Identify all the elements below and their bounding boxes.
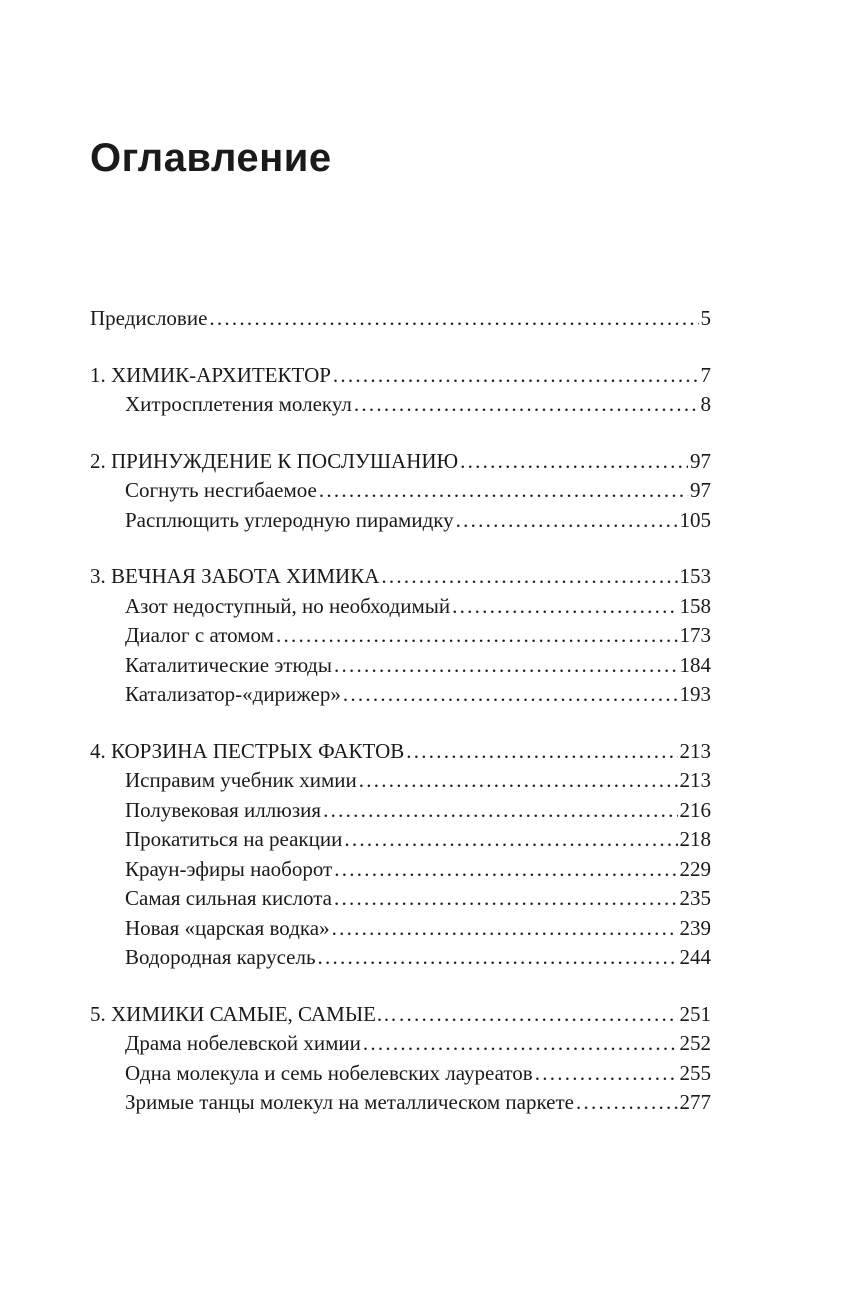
toc-entry-title: Катализатор-«дирижер» (125, 682, 341, 706)
toc-section-page: 7 (700, 362, 711, 387)
leader-dots (535, 1059, 678, 1089)
leader-dots (333, 361, 699, 391)
leader-dots (399, 1000, 678, 1030)
toc-entry-page: 229 (679, 856, 711, 881)
toc-entry-page: 213 (679, 768, 711, 792)
toc-entry[interactable] (90, 796, 711, 826)
toc-entry-title: Новая «царская водка» (125, 915, 330, 940)
toc-entry-title: Азот недоступный, но необходимый (125, 593, 451, 618)
leader-dots (344, 825, 677, 855)
toc-entry-page: 255 (679, 1060, 711, 1085)
toc-entry-page: 184 (679, 652, 711, 677)
toc-entry-title: Каталитические этюды (125, 652, 332, 677)
toc-entry[interactable] (90, 621, 711, 651)
toc-section-title: 2. ПРИНУЖДЕНИЕ К ПОСЛУШАНИЮ (90, 448, 459, 473)
toc-entry[interactable] (90, 884, 711, 914)
leader-dots (334, 651, 678, 681)
toc-section-title: 5. ХИМИКИ САМЫЕ, САМЫЕ… (90, 1001, 397, 1026)
table-of-contents (90, 304, 711, 1118)
toc-entry[interactable] (90, 766, 711, 796)
leader-dots (334, 855, 677, 885)
toc-section-page: 251 (679, 1001, 711, 1026)
toc-section-page: 213 (679, 738, 711, 763)
toc-entry-title: Диалог с атомом (125, 623, 274, 647)
leader-dots (363, 1029, 678, 1059)
leader-dots (332, 914, 678, 944)
toc-entry[interactable] (90, 680, 711, 710)
toc-entry[interactable] (90, 855, 711, 885)
leader-dots (406, 737, 677, 767)
toc-entry[interactable] (90, 390, 711, 420)
leader-dots (334, 884, 677, 914)
leader-dots (460, 447, 688, 477)
toc-section-title: 4. КОРЗИНА ПЕСТРЫХ ФАКТОВ (90, 738, 405, 763)
toc-entry-page: 235 (679, 886, 711, 910)
leader-dots (276, 621, 678, 651)
leader-dots (343, 680, 678, 710)
toc-entry-page: 97 (690, 478, 711, 502)
toc-section-title: 1. ХИМИК-АРХИТЕКТОР (90, 362, 331, 387)
toc-section-page: 97 (690, 448, 711, 473)
toc-entry-page: 277 (679, 1090, 711, 1114)
toc-entry-page: 173 (679, 623, 711, 647)
toc-entry[interactable] (90, 1029, 711, 1059)
toc-entry-page: 5 (700, 306, 711, 330)
toc-entry-page: 193 (679, 682, 711, 706)
leader-dots (452, 592, 677, 622)
toc-entry-title: Одна молекула и семь нобелевских лауреатов (125, 1060, 533, 1085)
leader-dots (209, 304, 698, 334)
leader-dots (381, 562, 677, 592)
toc-section-2[interactable] (90, 447, 711, 477)
leader-dots (319, 476, 688, 506)
toc-entry-title: Предисловие (90, 306, 208, 330)
toc-section-3[interactable] (90, 562, 711, 592)
toc-entry-page: 105 (679, 507, 711, 532)
toc-section-5[interactable] (90, 1000, 711, 1030)
toc-section-page: 153 (679, 564, 711, 588)
toc-entry[interactable] (90, 592, 711, 622)
toc-entry-title: Прокатиться на реакции (125, 827, 343, 851)
toc-section-title: 3. ВЕЧНАЯ ЗАБОТА ХИМИКА (90, 564, 380, 588)
toc-entry[interactable] (90, 651, 711, 681)
leader-dots (359, 766, 678, 796)
toc-entry-title: Хитросплетения молекул (125, 392, 352, 416)
toc-entry[interactable] (90, 825, 711, 855)
toc-entry-title: Согнуть несгибаемое (125, 478, 317, 502)
leader-dots (318, 943, 678, 973)
toc-entry-title: Полувековая иллюзия (125, 797, 322, 822)
toc-entry[interactable] (90, 1059, 711, 1089)
toc-section-4[interactable] (90, 737, 711, 767)
toc-entry-page: 252 (679, 1031, 711, 1055)
toc-entry[interactable] (90, 1088, 711, 1118)
toc-entry-title: Драма нобелевской химии (125, 1031, 361, 1055)
toc-entry-preface[interactable] (90, 304, 711, 334)
toc-entry[interactable] (90, 476, 711, 506)
page-title: Оглавление (90, 136, 332, 180)
leader-dots (323, 796, 677, 826)
toc-entry-page: 8 (700, 392, 711, 416)
toc-entry[interactable] (90, 506, 711, 536)
toc-section-1[interactable] (90, 361, 711, 391)
toc-entry-title: Водородная карусель (125, 945, 316, 969)
toc-entry-title: Расплющить углеродную пирамидку (125, 507, 454, 532)
toc-entry-page: 218 (679, 827, 711, 851)
toc-entry-title: Самая сильная кислота (125, 886, 333, 910)
leader-dots (354, 390, 699, 420)
toc-entry-page: 216 (679, 797, 711, 822)
toc-entry[interactable] (90, 914, 711, 944)
toc-entry-title: Зримые танцы молекул на металлическом паркете (125, 1090, 574, 1114)
toc-entry[interactable] (90, 943, 711, 973)
toc-entry-page: 244 (679, 945, 711, 969)
toc-entry-page: 158 (679, 593, 711, 618)
toc-entry-title: Исправим учебник химии (125, 768, 357, 792)
toc-entry-page: 239 (679, 915, 711, 940)
leader-dots (576, 1088, 678, 1118)
leader-dots (456, 506, 678, 536)
toc-entry-title: Краун-эфиры наоборот (125, 856, 333, 881)
